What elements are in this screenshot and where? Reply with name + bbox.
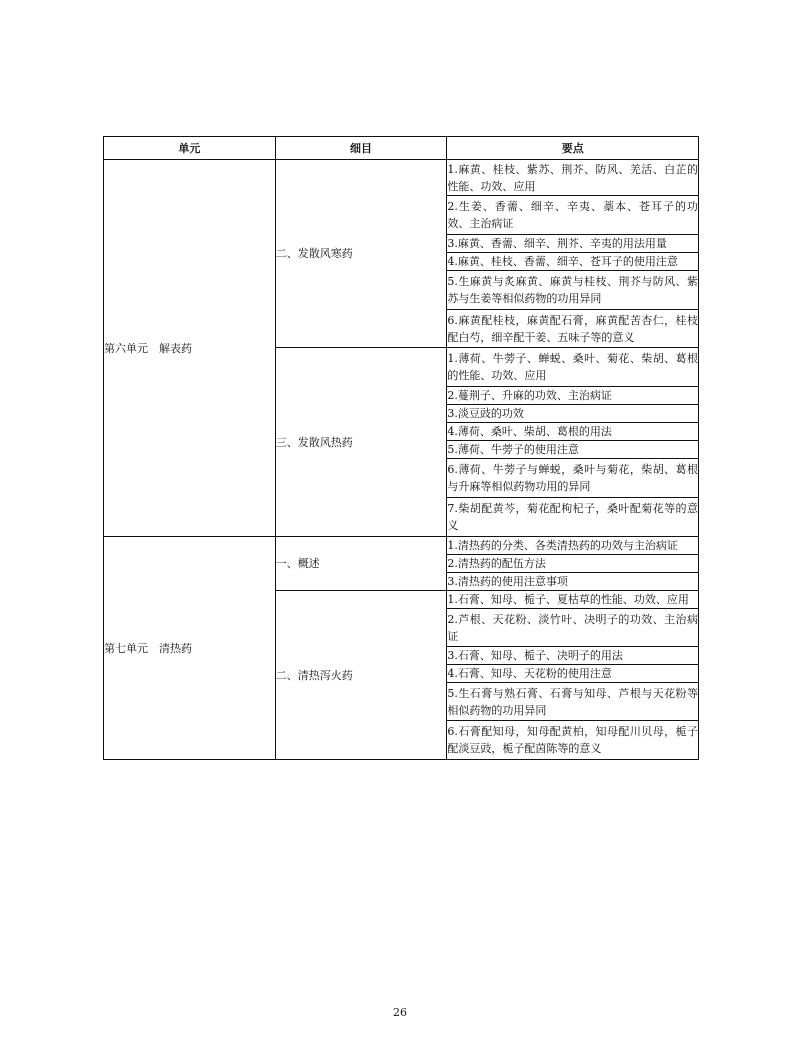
unit-cell: 第六单元 解表药 bbox=[104, 160, 276, 537]
section-cell: 二、发散风寒药 bbox=[275, 160, 447, 348]
point-cell: 6.石膏配知母，知母配黄柏，知母配川贝母，栀子配淡豆豉，栀子配茵陈等的意义 bbox=[447, 721, 699, 760]
header-section: 细目 bbox=[275, 137, 447, 160]
point-cell: 3.石膏、知母、栀子、决明子的用法 bbox=[447, 647, 699, 665]
section-cell: 一、概述 bbox=[275, 537, 447, 591]
point-cell: 1.麻黄、桂枝、紫苏、荆芥、防风、羌活、白芷的性能、功效、应用 bbox=[447, 160, 699, 196]
point-cell: 5.生石膏与熟石膏、石膏与知母、芦根与天花粉等相似药物的功用异同 bbox=[447, 683, 699, 721]
point-cell: 2.芦根、天花粉、淡竹叶、决明子的功效、主治病证 bbox=[447, 609, 699, 647]
table-row bbox=[104, 537, 699, 555]
table-header-row bbox=[104, 137, 699, 160]
point-cell: 4.石膏、知母、天花粉的使用注意 bbox=[447, 665, 699, 683]
unit-cell: 第七单元 清热药 bbox=[104, 537, 276, 760]
point-cell: 1.石膏、知母、栀子、夏枯草的性能、功效、应用 bbox=[447, 591, 699, 609]
point-cell: 1.薄荷、牛蒡子、蝉蜕、桑叶、菊花、柴胡、葛根的性能、功效、应用 bbox=[447, 348, 699, 387]
header-unit: 单元 bbox=[104, 137, 276, 160]
point-cell: 5.薄荷、牛蒡子的使用注意 bbox=[447, 441, 699, 459]
table-row bbox=[104, 160, 699, 196]
point-cell: 2.生姜、香薷、细辛、辛夷、藁本、苍耳子的功效、主治病证 bbox=[447, 196, 699, 235]
point-cell: 3.清热药的使用注意事项 bbox=[447, 573, 699, 591]
point-cell: 2.蔓荆子、升麻的功效、主治病证 bbox=[447, 387, 699, 405]
syllabus-table bbox=[103, 136, 699, 760]
page-number: 26 bbox=[393, 1006, 407, 1019]
header-points: 要点 bbox=[447, 137, 699, 160]
point-cell: 2.清热药的配伍方法 bbox=[447, 555, 699, 573]
point-cell: 6.薄荷、牛蒡子与蝉蜕，桑叶与菊花，柴胡、葛根与升麻等相似药物功用的异同 bbox=[447, 459, 699, 498]
point-cell: 4.麻黄、桂枝、香薷、细辛、苍耳子的使用注意 bbox=[447, 253, 699, 271]
point-cell: 6.麻黄配桂枝，麻黄配石膏，麻黄配苦杏仁，桂枝配白芍，细辛配干姜、五味子等的意义 bbox=[447, 310, 699, 348]
point-cell: 1.清热药的分类、各类清热药的功效与主治病证 bbox=[447, 537, 699, 555]
point-cell: 4.薄荷、桑叶、柴胡、葛根的用法 bbox=[447, 423, 699, 441]
point-cell: 7.柴胡配黄芩，菊花配枸杞子，桑叶配菊花等的意义 bbox=[447, 498, 699, 537]
point-cell: 3.麻黄、香薷、细辛、荆芥、辛夷的用法用量 bbox=[447, 235, 699, 253]
point-cell: 5.生麻黄与炙麻黄、麻黄与桂枝、荆芥与防风、紫苏与生姜等相似药物的功用异同 bbox=[447, 271, 699, 310]
section-cell: 三、发散风热药 bbox=[275, 348, 447, 537]
section-cell: 二、清热泻火药 bbox=[275, 591, 447, 760]
point-cell: 3.淡豆豉的功效 bbox=[447, 405, 699, 423]
